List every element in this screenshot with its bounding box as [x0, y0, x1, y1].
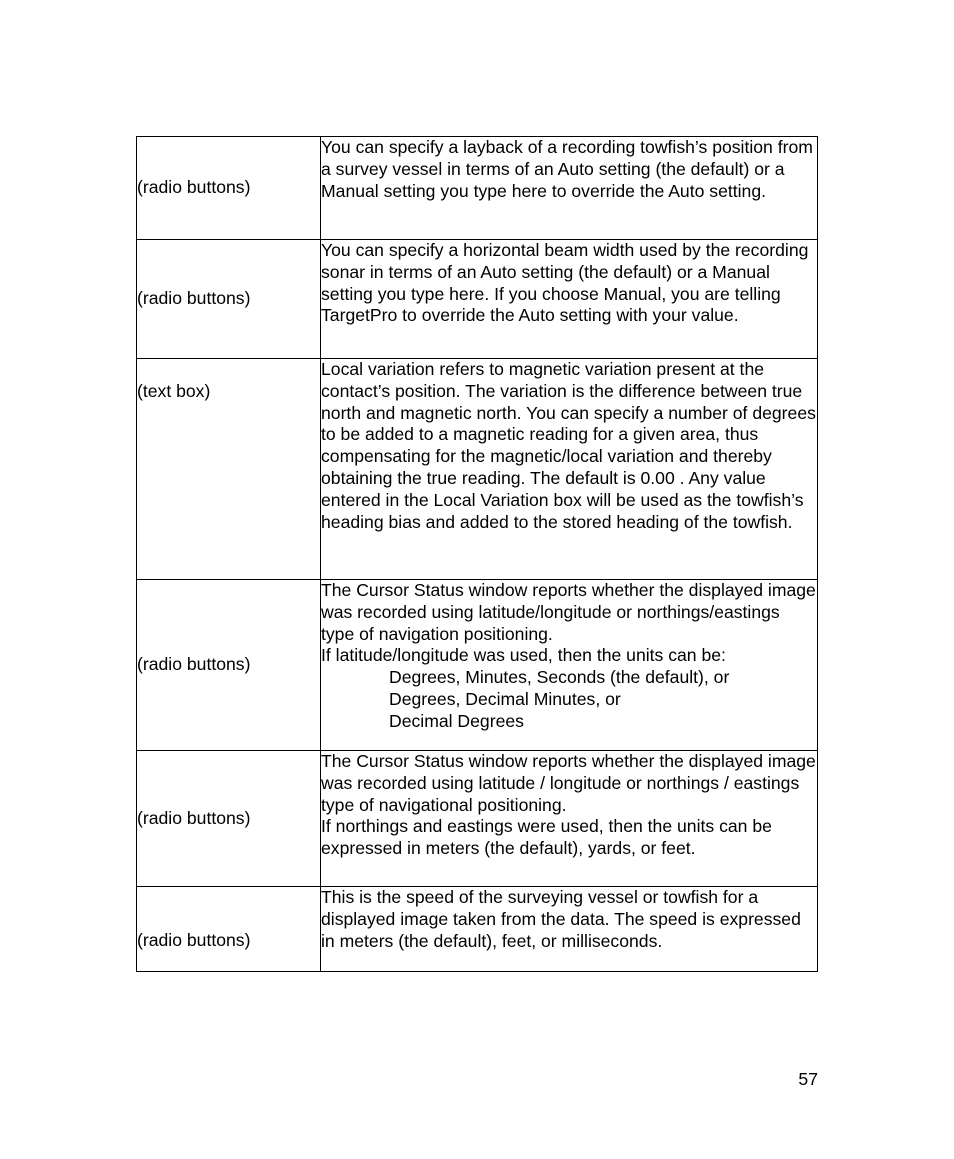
table-row: [137, 751, 818, 887]
table-row: [137, 580, 818, 751]
unit-option-text: Degrees, Minutes, Seconds (the default), or: [389, 667, 730, 688]
description-cell: [321, 887, 818, 972]
description-text: You can specify a horizontal beam width used by the recording sonar in terms of an Auto setting (the default) or a Manual setting you type here. If you choose Manual, you are telling TargetPro to override the Auto setting with your value.: [321, 240, 809, 326]
control-type-cell: [137, 580, 321, 751]
description-text: This is the speed of the surveying vessel or towfish for a displayed image taken from the data. The speed is expressed in meters (the default), feet, or milliseconds.: [321, 887, 801, 951]
control-type-cell: [137, 240, 321, 359]
description-text: You can specify a layback of a recording towfish’s position from a survey vessel in terms of an Auto setting (the default) or a Manual setting you type here to override the Auto setting.: [321, 137, 813, 201]
table-row: [137, 137, 818, 240]
unit-option-text: Decimal Degrees: [389, 710, 524, 731]
table-row: [137, 887, 818, 972]
table-row: [137, 240, 818, 359]
description-text: The Cursor Status window reports whether the displayed image was recorded using latitude / longitude or northings / eastings type of navigational positioning.: [321, 751, 816, 815]
control-type-label: (radio buttons): [137, 288, 251, 309]
control-type-label: (radio buttons): [137, 654, 251, 675]
units-intro-text: If northings and eastings were used, then the units can be expressed in meters (the default), yards, or feet.: [321, 816, 772, 859]
control-type-label: (radio buttons): [137, 177, 251, 198]
control-type-label: (text box): [137, 381, 211, 401]
description-text: Local variation refers to magnetic variation present at the contact’s position. The variation is the difference between true north and magnetic north. You can specify a number of degrees to be added to a magnetic reading for a given area, thus compensating for the magnetic/local variation and thereby obtaining the true reading. The default is 0.00 . Any value entered in the Local Variation box will be used as the towfish’s heading bias and added to the stored heading of the towfish.: [321, 359, 816, 532]
units-intro-text: If latitude/longitude was used, then the units can be:: [321, 645, 726, 666]
settings-description-table: [136, 136, 818, 972]
unit-option-text: Degrees, Decimal Minutes, or: [389, 688, 621, 709]
description-cell: [321, 751, 818, 887]
page-number: 57: [798, 1069, 818, 1089]
table-row: [137, 359, 818, 580]
description-cell: [321, 137, 818, 240]
description-text: The Cursor Status window reports whether the displayed image was recorded using latitude/longitude or northings/eastings type of navigation positioning.: [321, 580, 816, 644]
control-type-label: (radio buttons): [137, 930, 251, 950]
description-cell: [321, 359, 818, 580]
control-type-cell: [137, 359, 321, 580]
description-cell: [321, 580, 818, 751]
control-type-cell: [137, 137, 321, 240]
control-type-cell: [137, 887, 321, 972]
control-type-cell: [137, 751, 321, 887]
description-cell: [321, 240, 818, 359]
control-type-label: (radio buttons): [137, 807, 251, 828]
